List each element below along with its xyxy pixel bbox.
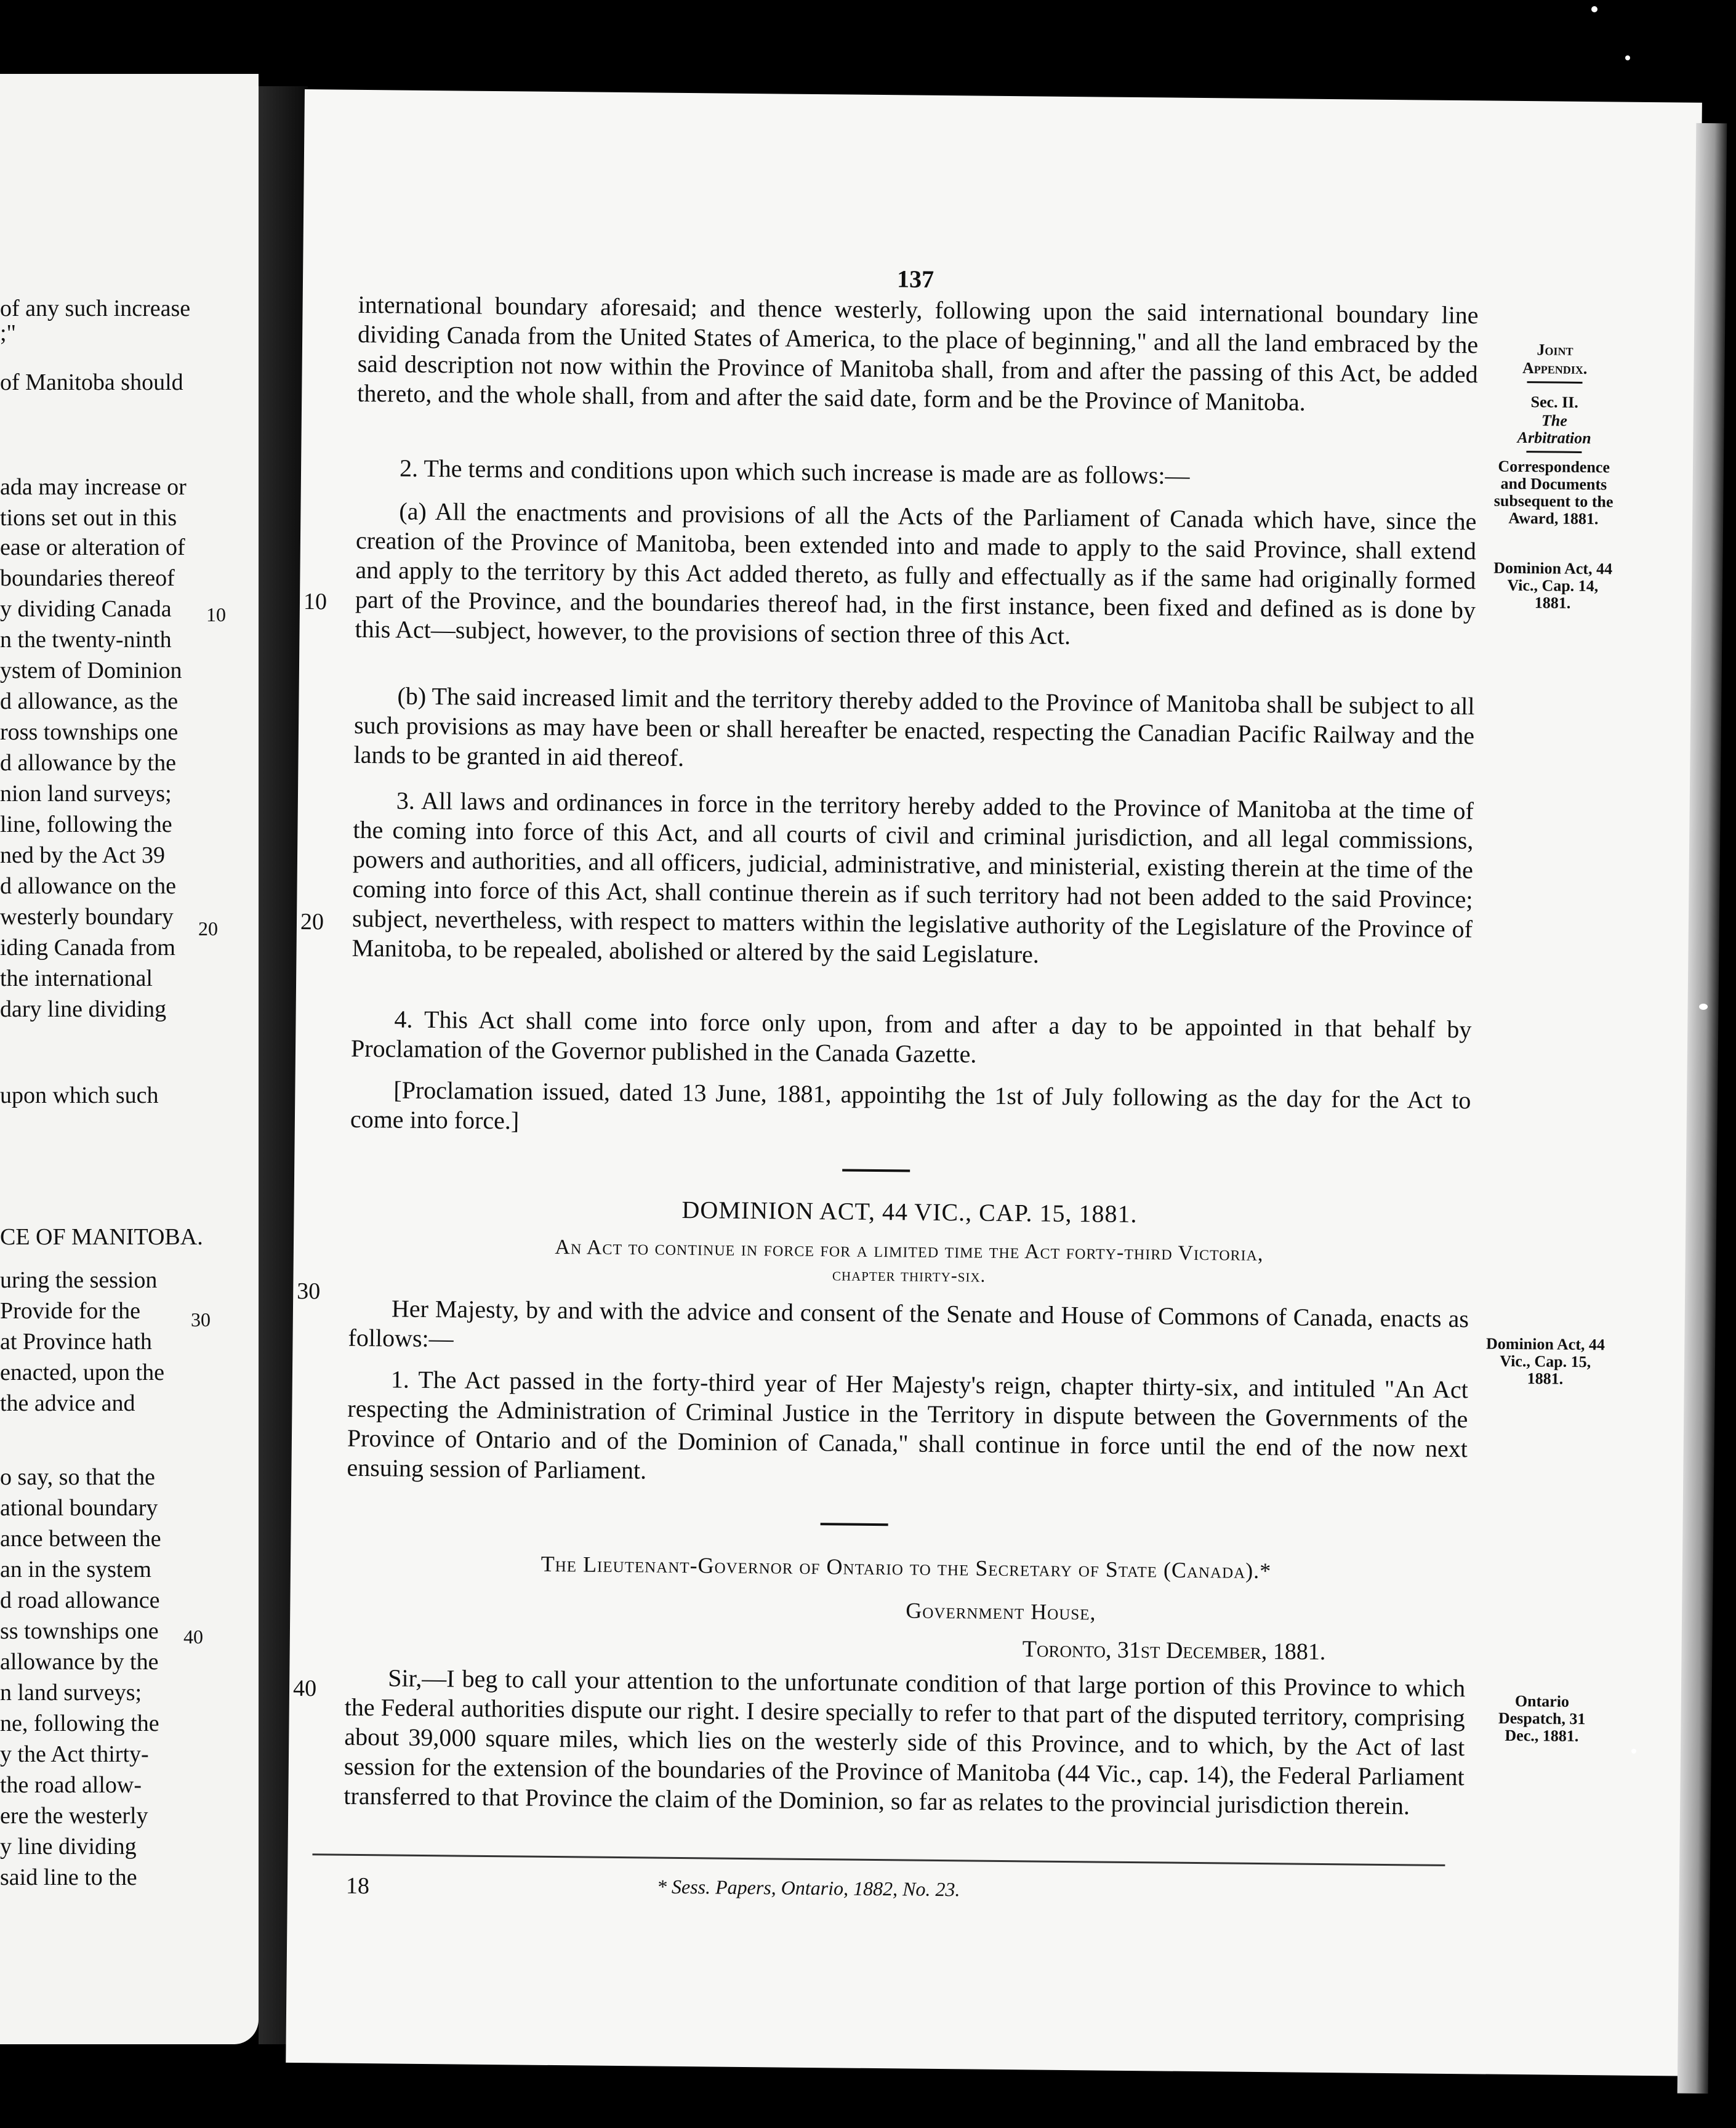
left-line: n the twenty-ninth — [0, 627, 172, 653]
left-line: ance between the — [0, 1526, 161, 1552]
margin-note-dominion-act-14: Dominion Act, 44 Vic., Cap. 14, 1881. — [1493, 558, 1613, 612]
act-heading: DOMINION ACT, 44 VIC., CAP. 15, 1881. — [681, 1195, 1138, 1228]
left-line: d road allowance — [0, 1587, 160, 1613]
line-number: 40 — [292, 1675, 317, 1702]
left-line: dary line dividing — [0, 996, 167, 1022]
letter-body: Sir,—I beg to call your attention to the unfortunate condition of that large portion of this Province to which the Federal authorities dispute our right. I desire specially to refer to that part of the disputed territory, comprising about 39,000 square miles, which lies on the westerly side of this Province, and to which, by the Act of last session for the extension of the boundaries of the Province of Manitoba (44 Vic., cap. 14), the Federal Parliament transferred to that Province the claim of the Dominion, so far as relates to the provincial jurisdiction therein. — [344, 1664, 1466, 1820]
left-line: ease or alteration of — [0, 534, 185, 560]
left-line: Provide for the — [0, 1298, 140, 1324]
margin-note-joint: Joint — [1537, 341, 1573, 359]
left-line: upon which such — [0, 1082, 159, 1108]
margin-note-arb — [1493, 412, 1616, 430]
margin-note-appendix: Appendix. — [1522, 359, 1588, 378]
left-line: ational boundary — [0, 1495, 158, 1521]
left-line: d allowance, as the — [0, 688, 179, 714]
left-line: uring the session — [0, 1267, 158, 1293]
left-line-number: 10 — [206, 603, 226, 626]
section-rule — [842, 1169, 910, 1172]
left-line: ada may increase or — [0, 474, 187, 500]
margin-note-arbitration: Arbitration — [1517, 428, 1591, 448]
paragraph: (a) All the enactments and provisions of all the Acts of the Parliament of Canada which have, since the creation of the Province of Manitoba, been extended into and made to apply to the said Province, shall extend and apply to the territory by this Act added thereto, as fully and effectually as if the same had originally formed part of the Province, and the boundaries thereof had, in the first instance, been fixed and defined as is done by this Act—subject, however, to the provisions of section three of this Act. — [355, 497, 1477, 650]
line-number: 30 — [297, 1278, 321, 1305]
letter-date: Toronto, 31st December, 1881. — [1022, 1636, 1326, 1666]
left-line: enacted, upon the — [0, 1360, 164, 1385]
letter-address: Government House, — [906, 1598, 1096, 1625]
paragraph: 4. This Act shall come into force only upon, from and after a day to be appointed in that behalf by Proclamation of the Governor published in the Canada Gazette. — [350, 1005, 1472, 1068]
left-line: tions set out in this — [0, 505, 177, 531]
left-line: line, following the — [0, 812, 172, 837]
left-line: allowance by the — [0, 1649, 159, 1675]
left-line: y dividing Canada — [0, 596, 172, 622]
left-line-number: 30 — [191, 1308, 211, 1331]
left-line: westerly boundary — [0, 904, 174, 930]
section-rule — [821, 1523, 888, 1526]
left-line: boundaries thereof — [0, 565, 175, 591]
left-line: ned by the Act 39 — [0, 842, 166, 868]
paragraph: international boundary aforesaid; and thence westerly, following upon the said international boundary line dividing Canada from the United States of America, to the place of beginning," and all the land embraced by the said description not now within the Province of Manitoba shall, from and after the passing of this Act, be added thereto, and the whole shall, from and after the said date, form and be the Province of Manitoba. — [357, 290, 1479, 416]
left-facing-page — [0, 74, 259, 2044]
left-line: ;" — [0, 320, 17, 346]
left-line: of Manitoba should — [0, 369, 183, 395]
margin-rule — [1526, 451, 1581, 453]
left-line: y line dividing — [0, 1834, 137, 1860]
left-line-number: 20 — [198, 917, 218, 940]
left-line: of any such increase — [0, 296, 191, 321]
left-line: the advice and — [0, 1390, 135, 1416]
left-line: d allowance by the — [0, 750, 176, 776]
margin-note-the: The — [1541, 411, 1568, 430]
margin-note-ontario-despatch: Ontario Despatch, 31 Dec., 1881. — [1498, 1691, 1586, 1745]
margin-note-dominion-act-15: Dominion Act, 44 Vic., Cap. 15, 1881. — [1485, 1334, 1605, 1388]
margin-rule — [1527, 381, 1583, 384]
paragraph: 2. The terms and conditions upon which such increase is made are as follows:— — [399, 454, 1190, 490]
left-line: n land surveys; — [0, 1680, 142, 1706]
line-number: 10 — [303, 589, 328, 615]
line-number: 20 — [300, 908, 324, 935]
footnote: * Sess. Papers, Ontario, 1882, No. 23. — [656, 1875, 960, 1901]
main-page — [286, 89, 1702, 2076]
paragraph: Her Majesty, by and with the advice and consent of the Senate and House of Commons of Canada, enacts as follows:— — [348, 1294, 1469, 1353]
left-line: ere the westerly — [0, 1803, 148, 1829]
left-line: iding Canada from — [0, 935, 175, 961]
left-line: nion land surveys; — [0, 781, 172, 807]
left-line: ne, following the — [0, 1711, 159, 1736]
left-line: CE OF MANITOBA. — [0, 1224, 203, 1250]
left-line: o say, so that the — [0, 1464, 155, 1490]
margin-note-sec: Sec. II. — [1530, 393, 1578, 411]
act-subheading: chapter thirty-six. — [832, 1264, 986, 1286]
left-line: ross townships one — [0, 719, 179, 745]
paragraph: (b) The said increased limit and the territory thereby added to the Province of Manitoba shall be subject to all such provisions as may have been or shall hereafter be enacted, respecting the Canadian Pacific Railway and the lands to be granted in aid thereof. — [353, 682, 1475, 772]
left-line: said line to the — [0, 1864, 137, 1890]
margin-note-correspondence: Correspondence and Documents subsequent to the Award, 1881. — [1493, 457, 1613, 528]
folio-signature: 18 — [345, 1872, 370, 1900]
left-line: the international — [0, 965, 153, 991]
left-line-number: 40 — [183, 1626, 203, 1648]
left-line: the road allow- — [0, 1772, 142, 1798]
act-subheading: An Act to continue in force for a limited time the Act forty-third Victoria, — [555, 1235, 1264, 1266]
left-line: at Province hath — [0, 1329, 152, 1355]
paragraph: 1. The Act passed in the forty-third year of Her Majesty's reign, chapter thirty-six, and intituled "An Act respecting the Administration of Criminal Justice in the Territory in dispute between the Governments of the Province of Ontario and of the Dominion of Canada," shall continue in force until the end of the now next ensuing session of Parliament. — [347, 1365, 1469, 1485]
left-line: d allowance on the — [0, 873, 176, 899]
left-line: y the Act thirty- — [0, 1741, 149, 1767]
left-line: ss townships one — [0, 1618, 159, 1644]
letter-heading: The Lieutenant-Governor of Ontario to the Secretary of State (Canada).* — [540, 1551, 1272, 1584]
bracketed-note: [Proclamation issued, dated 13 June, 1881, appointihg the 1st of July following as the day for the Act to come into force.] — [350, 1076, 1471, 1135]
left-line: ystem of Dominion — [0, 658, 182, 683]
page-number: 137 — [896, 265, 934, 293]
footnote-rule — [312, 1853, 1445, 1866]
paragraph: 3. All laws and ordinances in force in the territory hereby added to the Province of Manitoba at the time of the coming into force of this Act, and all courts of civil and criminal jurisdiction, and all legal commissions, powers and authorities, and all officers, judicial, administrative, and ministerial, existing therein at the time of the coming into force of this Act, shall continue therein as if such territory had not been added to the said Province; subject, nevertheless, with respect to matters within the legislative authority of the Legislature of the Province of Manitoba, to be repealed, abolished or altered by the said Legislature. — [352, 786, 1474, 969]
left-line: an in the system — [0, 1557, 151, 1582]
